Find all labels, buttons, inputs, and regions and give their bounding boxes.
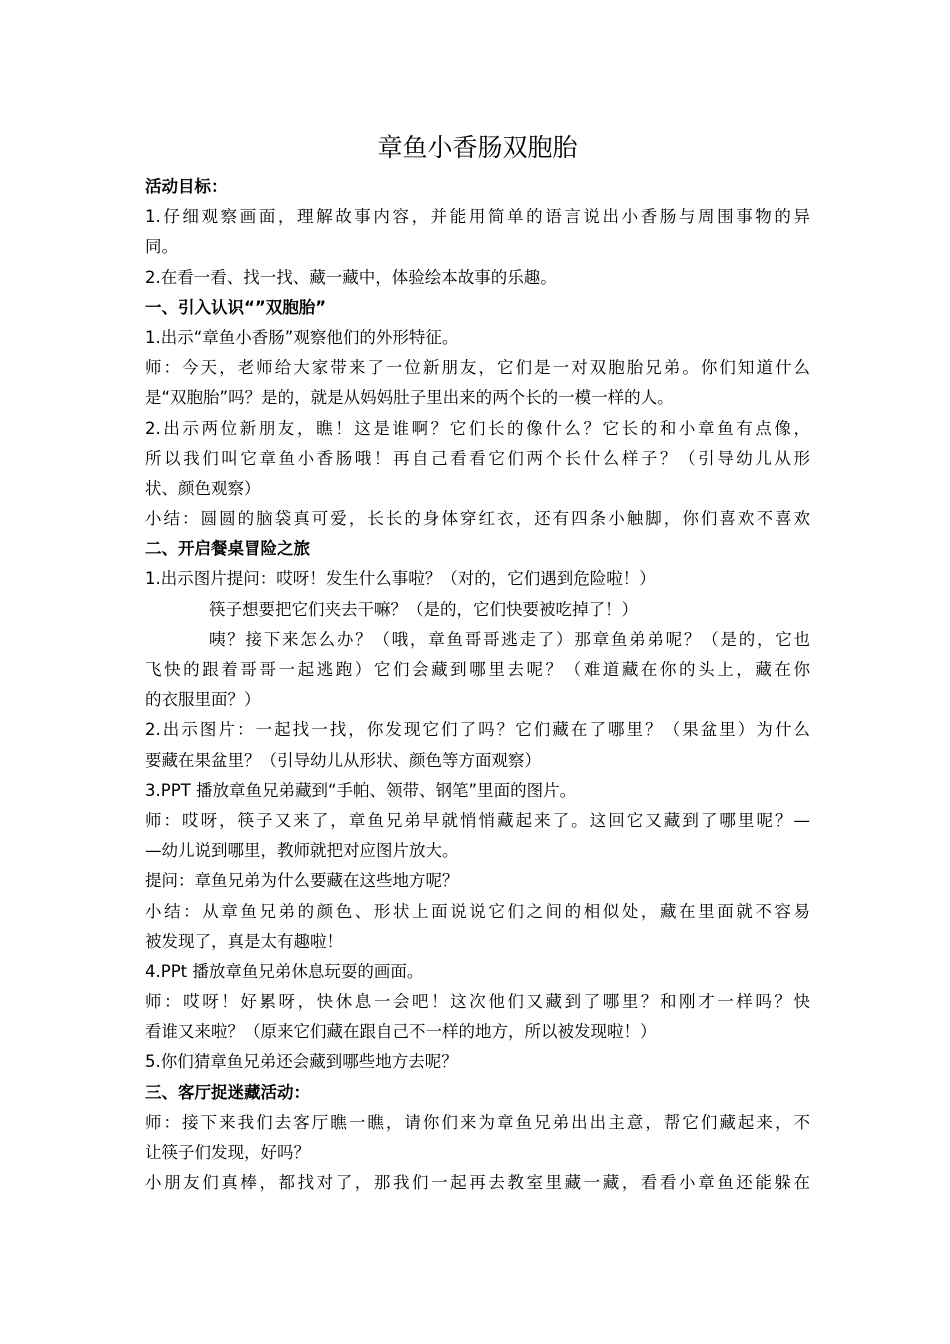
text-line: 提问：章鱼兄弟为什么要藏在这些地方呢？ xyxy=(145,871,459,891)
document-page xyxy=(145,128,810,1198)
text-line: 让筷子们发现，好吗？ xyxy=(145,1143,310,1162)
text-line: 被发现了，真是太有趣啦！ xyxy=(145,931,343,951)
text-line: 师：今天，老师给大家带来了一位新朋友，它们是一对双胞胎兄弟。你们知道什么 xyxy=(145,358,810,378)
text-line: 师：哎呀，筷子又来了，章鱼兄弟早就悄悄藏起来了。这回它又藏到了哪里呢？— xyxy=(145,810,810,830)
text-line: 小朋友们真棒，都找对了，那我们一起再去教室里藏一藏，看看小章鱼还能躲在 xyxy=(145,1173,810,1193)
text-line: 1.仔细观察画面，理解故事内容，并能用简单的语言说出小香肠与周围事物的异 xyxy=(145,207,810,227)
section-heading: 活动目标： xyxy=(145,177,228,196)
text-line: 的衣服里面？） xyxy=(145,690,261,710)
text-line: 1.出示“章鱼小香肠”观察他们的外形特征。 xyxy=(145,327,459,347)
text-line: 4.PPt 播放章鱼兄弟休息玩耍的画面。 xyxy=(145,961,424,981)
section-heading: 二、开启餐桌冒险之旅 xyxy=(145,539,310,559)
text-line: 状、颜色观察） xyxy=(145,478,261,498)
text-line: 1.出示图片提问：哎呀！发生什么事啦？（对的，它们遇到危险啦！） xyxy=(145,569,656,589)
section-heading: 一、引入认识“”双胞胎” xyxy=(145,297,327,317)
text-line: 看谁又来啦？（原来它们藏在跟自己不一样的地方，所以被发现啦！） xyxy=(145,1022,657,1042)
text-line: 筷子想要把它们夹去干嘛？（是的，它们快要被吃掉了！） xyxy=(209,599,638,619)
text-line: 小结：圆圆的脑袋真可爱，长长的身体穿红衣，还有四条小触脚，你们喜欢不喜欢 xyxy=(145,509,810,529)
text-line: 飞快的跟着哥哥一起逃跑）它们会藏到哪里去呢？（难道藏在你的头上，藏在你 xyxy=(145,660,810,679)
section-heading: 三、客厅捉迷藏活动： xyxy=(145,1082,310,1102)
text-line: —幼儿说到哪里，教师就把对应图片放大。 xyxy=(145,841,459,861)
text-line: 2.在看一看、找一找、藏一藏中，体验绘本故事的乐趣。 xyxy=(145,267,557,287)
text-line: 3.PPT 播放章鱼兄弟藏到“手帕、领带、钢笔”里面的图片。 xyxy=(145,780,577,800)
text-line: 是“双胞胎”吗？是的，就是从妈妈肚子里出来的两个长的一模一样的人。 xyxy=(145,388,674,408)
document-body xyxy=(145,172,810,1198)
text-line: 同。 xyxy=(145,237,178,257)
text-line: 2.出示两位新朋友，瞧！这是谁啊？它们长的像什么？它长的和小章鱼有点像， xyxy=(145,418,810,438)
text-line: 小结：从章鱼兄弟的颜色、形状上面说说它们之间的相似处，藏在里面就不容易 xyxy=(145,901,810,921)
text-line: 所以我们叫它章鱼小香肠哦！再自己看看它们两个长什么样子？（引导幼儿从形 xyxy=(145,448,810,468)
text-line: 要藏在果盆里？（引导幼儿从形状、颜色等方面观察） xyxy=(145,750,541,770)
text-line: 师：哎呀！好累呀，快休息一会吧！这次他们又藏到了哪里？和刚才一样吗？快 xyxy=(145,992,810,1012)
text-line: 2.出示图片：一起找一找，你发现它们了吗？它们藏在了哪里？（果盆里）为什么 xyxy=(145,720,810,740)
text-line: 咦？接下来怎么办？（哦，章鱼哥哥逃走了）那章鱼弟弟呢？（是的，它也 xyxy=(209,629,810,649)
document-title: 章鱼小香肠双胞胎 xyxy=(377,133,578,162)
text-line: 5.你们猜章鱼兄弟还会藏到哪些地方去呢？ xyxy=(145,1052,458,1072)
text-line: 师：接下来我们去客厅瞧一瞧，请你们来为章鱼兄弟出出主意，帮它们藏起来，不 xyxy=(145,1112,810,1132)
